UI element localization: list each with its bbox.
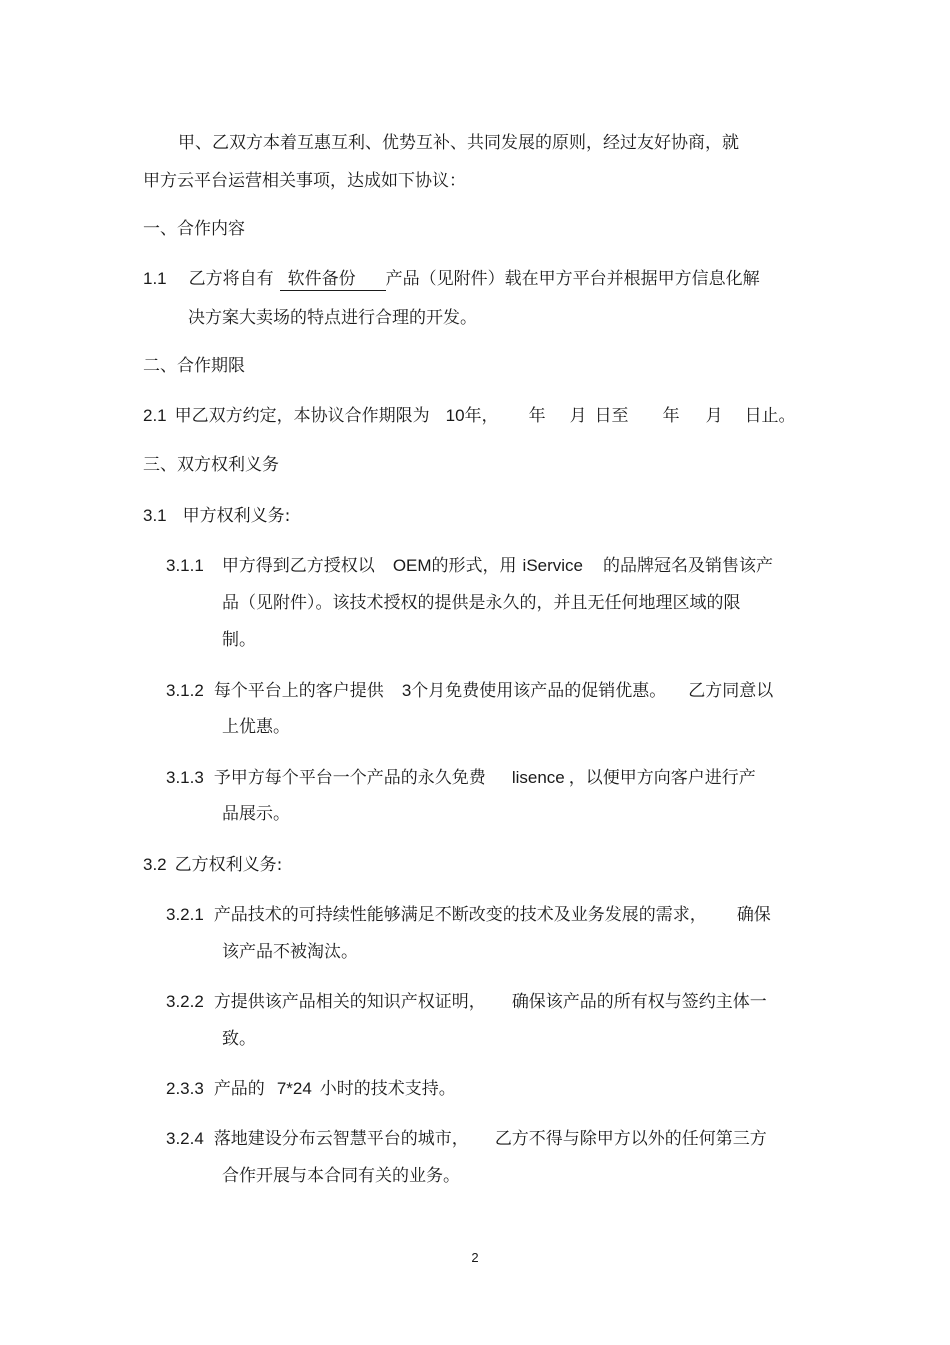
clause-text: 的形式，用: [431, 556, 517, 576]
clause-1-1-line-2: 决方案大卖场的特点进行合理的开发。: [188, 308, 477, 328]
clause-number: 3.2.2: [166, 992, 204, 1011]
clause-3-2-2-line-1: [166, 991, 767, 1013]
intro-line-1: 甲、乙双方本着互惠互利、优势互补、共同发展的原则，经过友好协商，就: [178, 133, 739, 153]
license-term: lisence: [511, 768, 565, 787]
section-2-heading: 二、合作期限: [143, 356, 245, 376]
oem-term: OEM: [392, 556, 432, 575]
clause-3-1: [143, 505, 290, 527]
clause-2-1: [143, 405, 796, 427]
section-1-heading: 一、合作内容: [143, 219, 245, 239]
blank-month: 月: [705, 406, 723, 426]
clause-text: 年，: [464, 406, 499, 426]
clause-text: ，: [568, 768, 586, 788]
clause-text: 落地建设分布云智慧平台的城市，: [213, 1129, 469, 1149]
clause-2-3-3: [166, 1078, 456, 1100]
clause-number: 3.2: [143, 855, 167, 874]
clause-text: 每个平台上的客户提供: [213, 681, 384, 701]
clause-text: 甲乙双方约定，本协议合作期限为: [174, 406, 430, 426]
brand-name: iService: [522, 556, 584, 575]
clause-text: 个月免费使用该产品的促销优惠。: [411, 681, 667, 701]
clause-title: 乙方权利义务:: [174, 855, 283, 875]
clause-title: 甲方权利义务:: [182, 506, 291, 526]
clause-text: 乙方同意以: [688, 681, 774, 701]
clause-text: 确保该产品的所有权与签约主体一: [511, 992, 767, 1012]
clause-3-2-1-line-2: 该产品不被淘汰。: [222, 942, 358, 962]
blank-month: 月: [569, 406, 587, 426]
clause-3-2-4-line-1: [166, 1128, 767, 1150]
clause-text: 确保: [736, 905, 771, 925]
clause-3-2-1-line-1: [166, 904, 771, 926]
filled-product-name: 软件备份: [280, 268, 386, 291]
blank-year: 年: [528, 406, 546, 426]
clause-3-1-1-line-2: 品（见附件）。该技术授权的提供是永久的，并且无任何地理区域的限: [222, 593, 741, 613]
clause-text: 产品的: [213, 1079, 265, 1099]
clause-number: 3.2.1: [166, 905, 204, 924]
clause-text: 乙方不得与除甲方以外的任何第三方: [494, 1129, 767, 1149]
clause-number: 3.1.3: [166, 768, 204, 787]
support-hours: 7*24: [276, 1079, 312, 1098]
page-number: 2: [471, 1250, 479, 1265]
clause-3-1-2-line-1: [166, 680, 773, 702]
clause-number: 3.1.1: [166, 556, 204, 575]
clause-3-2-4-line-2: 合作开展与本合同有关的业务。: [222, 1166, 460, 1186]
clause-3-1-3-line-2: 品展示。: [222, 804, 290, 824]
free-months: 3: [401, 681, 412, 700]
clause-text: 乙方将自有: [188, 269, 274, 289]
clause-text: 产品（见附件）载在甲方平台并根据甲方信息化解: [385, 269, 760, 289]
clause-text: 以便甲方向客户进行产: [585, 768, 756, 788]
clause-3-1-1-line-3: 制。: [222, 630, 256, 650]
clause-3-2: [143, 854, 282, 876]
clause-3-2-2-line-2: 致。: [222, 1029, 256, 1049]
clause-1-1-line-1: [143, 268, 760, 291]
blank-day: 日止。: [744, 406, 796, 426]
clause-number: 2.3.3: [166, 1079, 204, 1098]
clause-3-1-2-line-2: 上优惠。: [222, 717, 290, 737]
blank-year: 年: [662, 406, 680, 426]
term-years: 10: [445, 406, 465, 425]
blank-day: 日至: [594, 406, 629, 426]
clause-text: 产品技术的可持续性能够满足不断改变的技术及业务发展的需求，: [213, 905, 707, 925]
clause-text: 的品牌冠名及销售该产: [603, 556, 774, 576]
clause-number: 3.1: [143, 506, 167, 525]
clause-number: 2.1: [143, 406, 167, 425]
clause-3-1-1-line-1: [166, 555, 773, 577]
clause-number: 1.1: [143, 269, 167, 288]
clause-text: 小时的技术支持。: [319, 1079, 456, 1099]
clause-number: 3.1.2: [166, 681, 204, 700]
clause-text: 予甲方每个平台一个产品的永久免费: [213, 768, 486, 788]
clause-text: 甲方得到乙方授权以: [221, 556, 375, 576]
clause-number: 3.2.4: [166, 1129, 204, 1148]
clause-3-1-3-line-1: [166, 767, 756, 789]
intro-line-2: 甲方云平台运营相关事项，达成如下协议：: [143, 171, 466, 191]
clause-text: 方提供该产品相关的知识产权证明，: [213, 992, 486, 1012]
section-3-heading: 三、双方权利义务: [143, 455, 279, 475]
